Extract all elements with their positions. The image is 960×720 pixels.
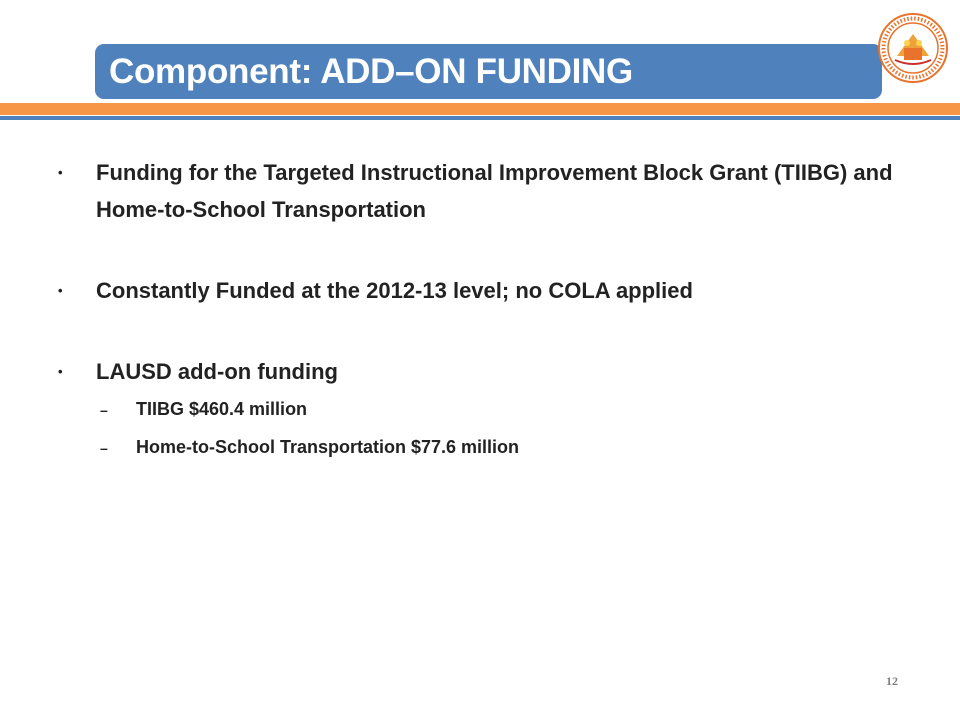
bullet-icon: • bbox=[58, 364, 63, 379]
bullet-icon: • bbox=[58, 165, 63, 180]
bullet-text: LAUSD add-on funding bbox=[96, 359, 338, 384]
dash-icon: – bbox=[100, 440, 108, 456]
sub-bullet-item bbox=[56, 428, 916, 466]
slide-body bbox=[56, 154, 916, 466]
page-number: 12 bbox=[886, 674, 898, 688]
dash-icon: – bbox=[100, 402, 108, 418]
bullet-item bbox=[56, 154, 916, 228]
sub-bullet-item bbox=[56, 390, 916, 428]
page-title: Component: ADD–ON FUNDING bbox=[109, 51, 633, 91]
bullet-text: Funding for the Targeted Instructional Improvement Block Grant (TIIBG) and Home-to-School Transportation bbox=[96, 160, 893, 222]
school-district-seal-icon bbox=[877, 12, 949, 84]
orange-divider bbox=[0, 103, 960, 115]
bullet-item bbox=[56, 353, 916, 390]
bullet-text: Constantly Funded at the 2012-13 level; no COLA applied bbox=[96, 278, 693, 303]
title-bar bbox=[95, 44, 882, 99]
sub-bullet-text: TIIBG $460.4 million bbox=[136, 399, 308, 419]
bullet-icon: • bbox=[58, 283, 63, 298]
bullet-item bbox=[56, 272, 916, 309]
sub-bullet-text: Home-to-School Transportation $77.6 million bbox=[136, 437, 520, 457]
blue-divider bbox=[0, 116, 960, 120]
